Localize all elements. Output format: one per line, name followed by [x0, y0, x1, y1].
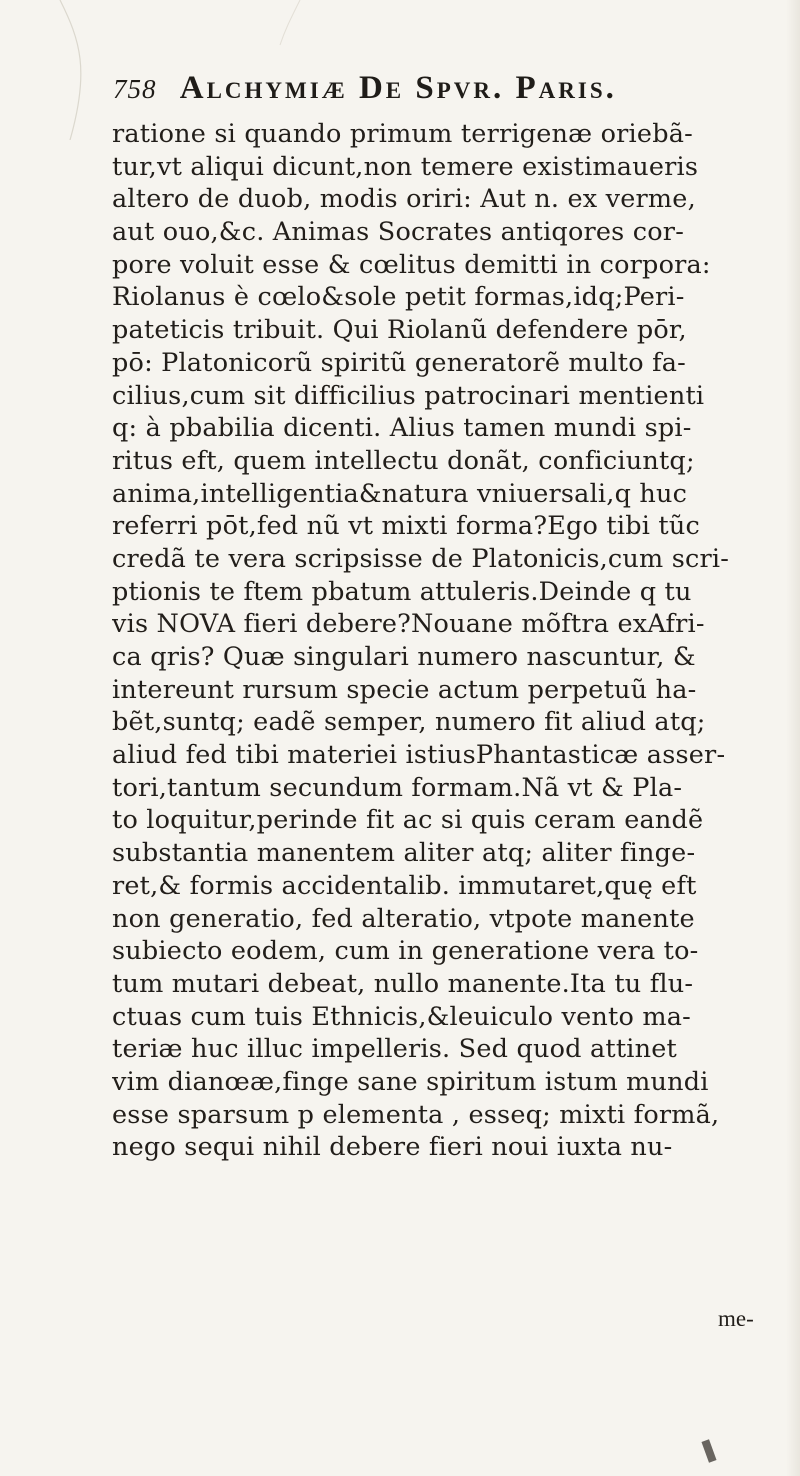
text-line: aut ouo,&c. Animas Socrates antiqores cor- — [112, 217, 685, 248]
text-line: tur,vt aliqui dicunt,non temere existimaueris — [112, 151, 699, 182]
text-line: ritus eft, quem intellectu donãt, conficiuntq; — [112, 445, 695, 476]
text-line: ptionis te ftem pbatum attuleris.Deinde q tu — [112, 576, 692, 607]
text-line: credã te vera scripsisse de Platonicis,cum scri- — [112, 543, 730, 574]
text-line: tori,tantum secundum formam.Nã vt & Pla- — [112, 772, 683, 803]
catchword: me- — [718, 1306, 754, 1331]
text-line: teriæ huc illuc impelleris. Sed quod attinet — [112, 1034, 677, 1065]
text-line: pore voluit esse & cœlitus demitti in corpora: — [112, 249, 711, 280]
text-line: ret,& formis accidentalib. immutaret,quę eft — [112, 870, 697, 901]
page-number: 758 — [113, 74, 157, 104]
text-line: ratione si quando primum terrigenæ oriebã- — [112, 119, 693, 149]
text-line: q: à pbabilia dicenti. Alius tamen mundi spi- — [112, 413, 692, 444]
text-line: nego sequi nihil debere fieri noui iuxta nu- — [112, 1132, 673, 1163]
text-line: non generatio, fed alteratio, vtpote manente — [112, 903, 695, 934]
text-line: subiecto eodem, cum in generatione vera to- — [112, 936, 699, 967]
text-line: aliud fed tibi materiei istiusPhantasticæ asser- — [112, 740, 726, 771]
page-edge — [786, 0, 800, 1476]
ink-mark — [701, 1439, 716, 1462]
text-line: Riolanus è cœlo&sole petit formas,idq;Peri- — [112, 282, 685, 313]
text-line: anima,intelligentia&natura vniuersali,q huc — [112, 478, 688, 509]
text-line: intereunt rursum specie actum perpetuũ ha- — [112, 674, 697, 705]
text-line: pō: Platonicorũ spiritũ generatorẽ multo fa- — [112, 347, 686, 378]
running-title: Alchymiæ De Spvr. Paris. — [179, 70, 617, 106]
text-line: substantia manentem aliter atq; aliter finge- — [112, 838, 696, 869]
text-line: referri pōt,fed nũ vt mixti forma?Ego tibi tũc — [112, 511, 700, 542]
text-line: vim dianœæ,finge sane spiritum istum mundi — [112, 1066, 709, 1097]
text-line: ctuas cum tuis Ethnicis,&leuiculo vento ma- — [112, 1001, 691, 1032]
text-line: ca qris? Quæ singulari numero nascuntur, & — [112, 642, 696, 672]
text-line: altero de duob, modis oriri: Aut n. ex verme, — [112, 184, 696, 215]
text-line: tum mutari debeat, nullo manente.Ita tu flu- — [112, 968, 694, 999]
body-text — [112, 118, 772, 1164]
text-line: to loquitur,perinde fit ac si quis ceram eandẽ — [112, 805, 704, 836]
running-head — [113, 70, 703, 114]
text-line: bẽt,suntq; eadẽ semper, numero fit aliud atq; — [112, 707, 706, 738]
text-line: esse sparsum p elementa , esseq; mixti formã, — [112, 1099, 720, 1130]
text-line: vis NOVA fieri debere?Nouane mõftra exAfri- — [112, 609, 705, 640]
text-line: pateticis tribuit. Qui Riolanũ defendere pōr, — [112, 315, 687, 346]
text-line: cilius,cum sit difficilius patrocinari mentienti — [112, 380, 705, 411]
